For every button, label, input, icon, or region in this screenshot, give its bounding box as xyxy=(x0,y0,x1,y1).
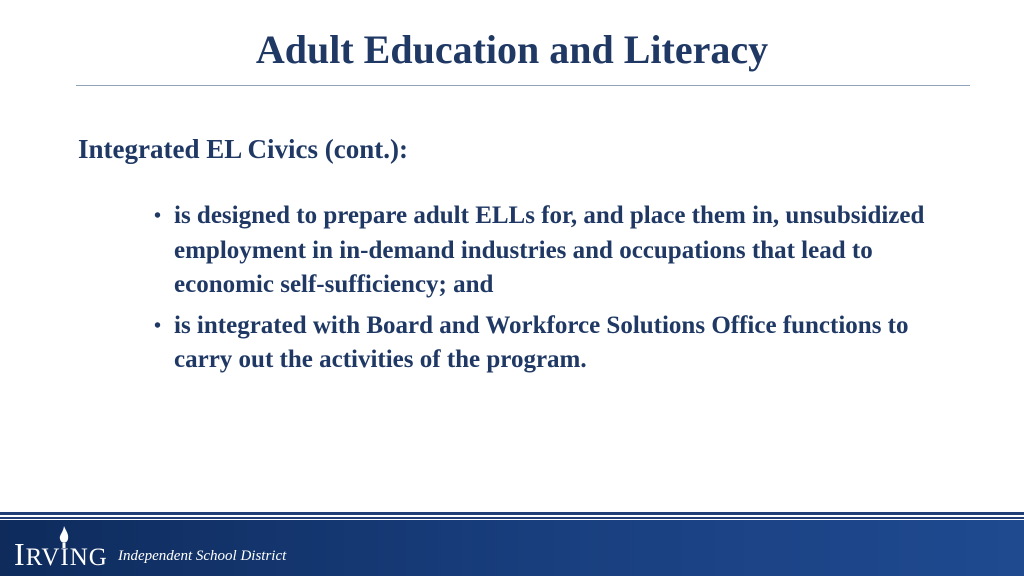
footer-divider-line xyxy=(0,517,1024,519)
logo-wordmark xyxy=(14,536,108,573)
bullet-text: is integrated with Board and Workforce Solutions Office functions to carry out the activities of the program. xyxy=(174,311,909,373)
bullet-list xyxy=(152,199,942,384)
section-heading: Integrated EL Civics (cont.): xyxy=(78,134,408,164)
logo-initial: I xyxy=(14,536,26,572)
bullet-item xyxy=(152,199,942,303)
logo-rest: RVING xyxy=(25,544,108,571)
bullet-item xyxy=(152,309,942,378)
logo-tagline: Independent School District xyxy=(118,548,287,564)
bullet-marker: • xyxy=(154,205,162,227)
bullet-text: is designed to prepare adult ELLs for, and place them in, unsubsidized employment in in-demand industries and occupations that lead to economic self-sufficiency; and xyxy=(174,202,925,298)
slide-title: Adult Education and Literacy xyxy=(255,27,769,72)
title-divider xyxy=(76,85,970,86)
district-logo xyxy=(8,522,308,574)
footer-divider-line xyxy=(0,512,1024,515)
bullet-marker: • xyxy=(154,314,162,337)
footer-divider xyxy=(0,512,1024,520)
